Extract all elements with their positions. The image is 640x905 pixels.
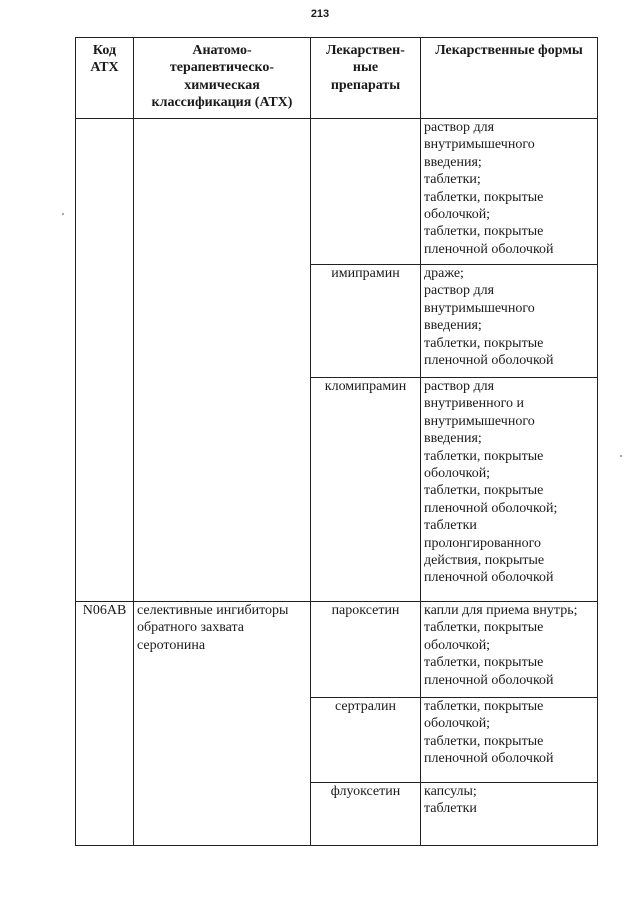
form-line: таблетки, покрытые	[424, 620, 544, 636]
header-row	[76, 38, 598, 119]
form-line: введения;	[424, 318, 482, 334]
form-line: раствор для	[424, 379, 495, 394]
drug-cell: сертралин	[311, 698, 421, 783]
header-classification-line: классификация (АТХ)	[151, 95, 293, 111]
form-line: таблетки, покрытые	[424, 189, 544, 205]
form-line: действия, покрытые	[424, 553, 545, 569]
header-code-line: Код	[92, 43, 117, 58]
table-row	[76, 602, 598, 698]
forms-cell	[421, 119, 598, 265]
header-drugs-line: препараты	[330, 77, 401, 93]
table-row	[76, 119, 598, 265]
form-line: внутримышечного	[424, 413, 535, 429]
atx-table	[75, 37, 598, 846]
forms-cell	[421, 378, 598, 602]
scan-speck	[620, 455, 622, 457]
form-line: внутривенного и	[424, 396, 524, 412]
form-line: пленочной оболочкой	[424, 570, 554, 586]
form-line: таблетки	[424, 801, 477, 817]
page-number: 213	[310, 8, 330, 20]
form-line: пленочной оболочкой	[424, 751, 554, 767]
classification-cell	[134, 119, 311, 602]
drug-cell: флуоксетин	[311, 783, 421, 846]
form-line: раствор для	[424, 283, 495, 299]
form-line: оболочкой;	[424, 716, 491, 732]
classification-cell	[134, 602, 311, 846]
header-code	[76, 38, 134, 119]
form-line: таблетки, покрытые	[424, 448, 544, 464]
form-line: драже;	[424, 266, 464, 281]
forms-cell	[421, 698, 598, 783]
form-line: оболочкой;	[424, 637, 491, 653]
code-cell	[76, 119, 134, 602]
header-code-line: АТХ	[90, 60, 119, 76]
form-line: таблетки, покрытые	[424, 335, 544, 351]
scan-speck	[62, 213, 64, 215]
form-line: таблетки;	[424, 172, 481, 188]
form-line: капли для приема внутрь;	[424, 603, 578, 618]
forms-cell	[421, 265, 598, 378]
form-line: введения;	[424, 431, 482, 447]
form-line: таблетки, покрытые	[424, 483, 544, 499]
drug-cell	[311, 119, 421, 265]
drug-cell: кломипрамин	[311, 378, 421, 602]
form-line: раствор для	[424, 120, 495, 135]
header-classification	[134, 38, 311, 119]
header-forms-line: Лекарственные формы	[435, 43, 583, 58]
form-line: пленочной оболочкой	[424, 672, 554, 688]
form-line: таблетки, покрытые	[424, 224, 544, 240]
header-drugs	[311, 38, 421, 119]
forms-cell	[421, 602, 598, 698]
drug-cell: имипрамин	[311, 265, 421, 378]
forms-cell	[421, 783, 598, 846]
code-cell: N06AB	[76, 602, 134, 846]
form-line: таблетки	[424, 518, 477, 534]
header-classification-line: Анатомо-	[192, 43, 252, 58]
form-line: таблетки, покрытые	[424, 733, 544, 749]
form-line: внутримышечного	[424, 137, 535, 153]
header-classification-line: химическая	[184, 77, 260, 93]
form-line: капсулы;	[424, 784, 477, 799]
form-line: пленочной оболочкой	[424, 353, 554, 369]
form-line: оболочкой;	[424, 466, 491, 482]
form-line: внутримышечного	[424, 300, 535, 316]
drug-cell: пароксетин	[311, 602, 421, 698]
header-drugs-line: ные	[352, 60, 379, 76]
header-drugs-line: Лекарствен-	[326, 43, 405, 58]
form-line: введения;	[424, 154, 482, 170]
classification-line: селективные ингибиторы	[137, 603, 289, 618]
form-line: пленочной оболочкой	[424, 241, 554, 257]
form-line: таблетки, покрытые	[424, 655, 544, 671]
classification-line: обратного захвата	[137, 620, 245, 636]
header-forms	[421, 38, 598, 119]
header-classification-line: терапевтическо-	[169, 60, 275, 76]
classification-line: серотонина	[137, 637, 206, 653]
form-line: оболочкой;	[424, 207, 491, 223]
form-line: таблетки, покрытые	[424, 699, 544, 714]
form-line: пленочной оболочкой;	[424, 500, 558, 516]
form-line: пролонгированного	[424, 535, 542, 551]
